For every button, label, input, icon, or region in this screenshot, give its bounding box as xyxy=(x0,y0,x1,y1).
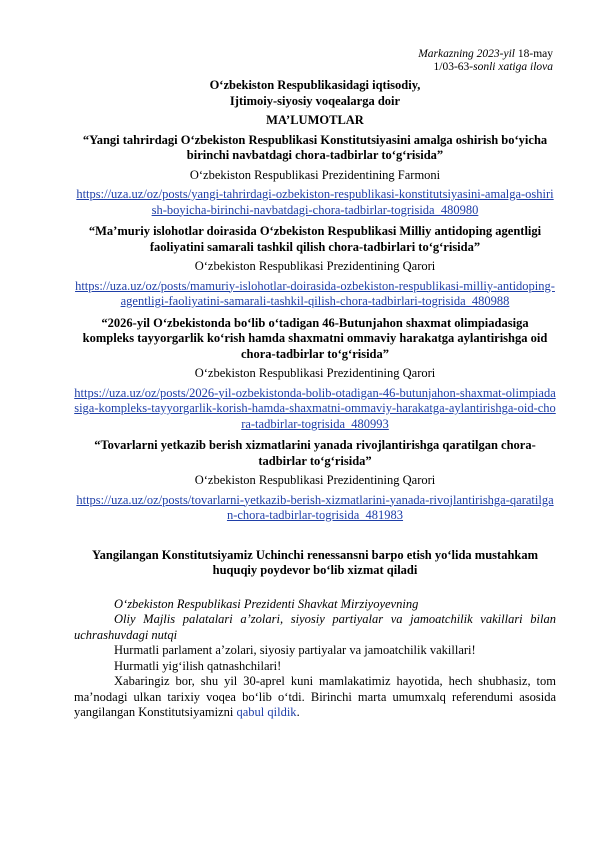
annex-note xyxy=(74,48,553,74)
speech-title: Yangilangan Konstitutsiyamiz Uchinchi renessansni barpo etish yo‘lida mustahkam huquqiy poydevor bo‘lib xizmat qiladi xyxy=(91,547,539,577)
document-entry xyxy=(74,224,556,310)
annex-line-1-date: 18-may xyxy=(514,48,553,60)
document-entry xyxy=(74,133,556,219)
document-link[interactable]: https://uza.uz/oz/posts/yangi-tahrirdagi-ozbekiston-respublikasi-konstitutsiyasini-amalga-oshirish-boyicha-birinchi-navbatdagi-chora-tadbirlar-togrisida_480980 xyxy=(76,187,554,217)
annex-line-2 xyxy=(74,61,553,74)
speech-paragraph-text: Xabaringiz bor, shu yil 30-aprel kuni mamlakatimiz hayotida, hech shubhasiz, tom ma’nodagi ulkan tarixiy voqea bo‘lib o‘tdi. Birinchi marta umumxalq referendumi asosida yangilangan Konstitutsiyamizni xyxy=(74,674,556,719)
annex-line-1-italic: Markazning 2023-yil xyxy=(418,48,515,60)
annex-line-2-italic: sonli xatiga ilova xyxy=(473,61,553,73)
speech-paragraph xyxy=(74,674,556,721)
page-title-line-2: Ijtimoiy-siyosiy voqealarga doir xyxy=(229,93,401,108)
speech-greeting-1: Hurmatli parlament a’zolari, siyosiy partiyalar va jamoatchilik vakillari! xyxy=(114,643,476,657)
document-entry xyxy=(74,316,556,433)
speech-occasion: Oliy Majlis palatalari a’zolari, siyosiy partiyalar va jamoatchilik vakillari bilan uchrashuvdagi nutqi xyxy=(74,612,556,642)
speech-body xyxy=(74,597,556,721)
document-link[interactable]: https://uza.uz/oz/posts/tovarlarni-yetkazib-berish-xizmatlarini-yanada-rivojlantirishga-qaratilgan-chora-tadbirlar-togrisida_481983 xyxy=(76,492,554,522)
document-title: “Ma’muriy islohotlar doirasida O‘zbekiston Respublikasi Milliy antidoping agentligi faoliyatini samarali tashkil qilish chora-tadbirlari to‘g‘risida” xyxy=(88,224,542,254)
page-title xyxy=(74,78,556,109)
document-entry xyxy=(74,438,556,524)
document-type: O‘zbekiston Respublikasi Prezidentining Qarori xyxy=(194,366,436,380)
document-title: “Tovarlarni yetkazib berish xizmatlarini yanada rivojlantirishga qaratilgan chora-tadbirlar to‘g‘risida” xyxy=(94,438,536,468)
speech-inline-link[interactable]: qabul qildik xyxy=(236,705,297,719)
page-subtitle: MA’LUMOTLAR xyxy=(266,113,364,127)
document-type: O‘zbekiston Respublikasi Prezidentining Qarori xyxy=(194,259,436,273)
document-link[interactable]: https://uza.uz/oz/posts/2026-yil-ozbekistonda-bolib-otadigan-46-butunjahon-shaxmat-olimpiadasiga-kompleks-tayyorgarlik-korish-hamda-shaxmatni-ommaviy-harakatga-aylantirishga-oid-chora-tadbirlar-togrisida_480993 xyxy=(74,385,556,431)
document-link[interactable]: https://uza.uz/oz/posts/mamuriy-islohotlar-doirasida-ozbekiston-respublikasi-milliy-antidoping-agentligi-faoliyatini-samarali-tashkil-qilish-chora-tadbirlari-togrisida_480988 xyxy=(75,278,555,308)
speech-speaker: O‘zbekiston Respublikasi Prezidenti Shavkat Mirziyoyevning xyxy=(114,596,419,611)
page-title-line-1: O‘zbekiston Respublikasidagi iqtisodiy, xyxy=(209,78,421,92)
annex-line-1 xyxy=(74,48,553,61)
document-title: “2026-yil O‘zbekistonda bo‘lib o‘tadigan 46-Butunjahon shaxmat olimpiadasiga kompleks tayyorgarlik ko‘rish hamda shaxmatni ommaviy harakatga aylantirishga oid chora-tadbirlar to‘g‘risida” xyxy=(82,315,548,361)
annex-line-2-number: 1/03-63- xyxy=(433,61,474,73)
document-title: “Yangi tahrirdagi O‘zbekiston Respublikasi Konstitutsiyasini amalga oshirish bo‘yicha birinchi navbatdagi chora-tadbirlar to‘g‘risida” xyxy=(82,132,548,162)
document-type: O‘zbekiston Respublikasi Prezidentining Qarori xyxy=(194,473,436,487)
speech-paragraph-end: . xyxy=(296,705,300,719)
document-type: O‘zbekiston Respublikasi Prezidentining Farmoni xyxy=(189,167,441,182)
speech-greeting-2: Hurmatli yig‘ilish qatnashchilari! xyxy=(114,658,282,673)
